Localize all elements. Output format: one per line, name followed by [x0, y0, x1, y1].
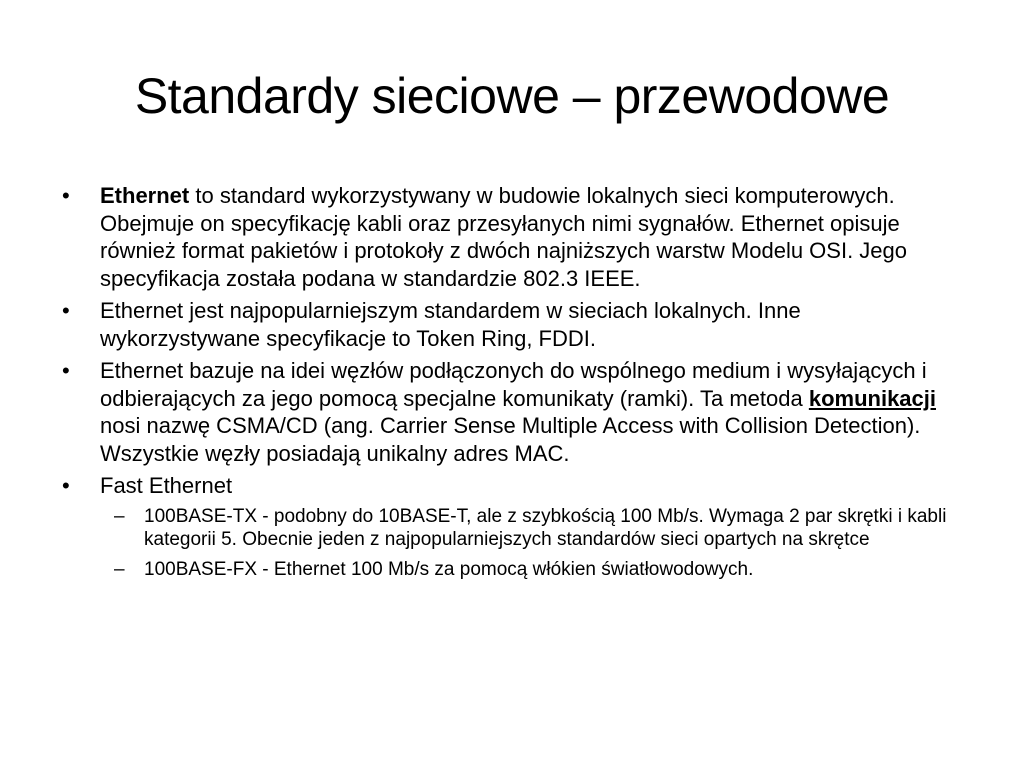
bullet-marker: •: [62, 473, 70, 498]
sub-item-100base-fx: [62, 558, 962, 582]
slide-body: [62, 182, 962, 587]
bullet-text: Ethernet jest najpopularniejszym standardem w sieciach lokalnych. Inne wykorzystywane specyfikacje to Token Ring, FDDI.: [100, 298, 801, 351]
bullet-text: Ethernet bazuje na idei węzłów podłączonych do wspólnego medium i wysyłających i odbierających za jego pomocą specjalne komunikaty (ramki). Ta metoda: [100, 358, 927, 411]
sub-item-text: 100BASE-TX - podobny do 10BASE-T, ale z szybkością 100 Mb/s. Wymaga 2 par skrętki i kabli kategorii 5. Obecnie jeden z najpopularniejszych standardów sieci opartych na skrętce: [144, 505, 947, 550]
bullet-item-ethernet-popularity: [62, 297, 962, 352]
bullet-item-fast-ethernet: [62, 472, 962, 500]
komunikacji-link[interactable]: komunikacji: [808, 385, 936, 411]
bold-term-ethernet: Ethernet: [100, 183, 190, 208]
bullet-item-csma-cd: [62, 357, 962, 467]
bullet-marker: •: [62, 298, 70, 323]
bullet-text: to standard wykorzystywany w budowie lokalnych sieci komputerowych. Obejmuje on specyfikację kabli oraz przesyłanych nimi sygnałów. Ethernet opisuje również format pakietów i protokoły z dwóch najniższych warstw Modelu OSI. Jego specyfikacja została podana w standardzie 802.3 IEEE.: [100, 183, 908, 291]
bullet-item-ethernet-definition: [62, 182, 962, 292]
sub-bullet-marker: –: [114, 505, 125, 527]
bullet-marker: •: [62, 183, 70, 208]
sub-item-text: 100BASE-FX - Ethernet 100 Mb/s za pomocą włókien światłowodowych.: [144, 558, 754, 580]
slide-title: Standardy sieciowe – przewodowe: [134, 68, 890, 124]
bullet-text: nosi nazwę CSMA/CD (ang. Carrier Sense Multiple Access with Collision Detection). Wszystkie węzły posiadają unikalny adres MAC.: [100, 413, 921, 466]
bullet-text: Fast Ethernet: [100, 473, 233, 498]
bullet-marker: •: [62, 358, 70, 383]
sub-item-100base-tx: [62, 505, 962, 552]
sub-bullet-marker: –: [114, 558, 125, 580]
